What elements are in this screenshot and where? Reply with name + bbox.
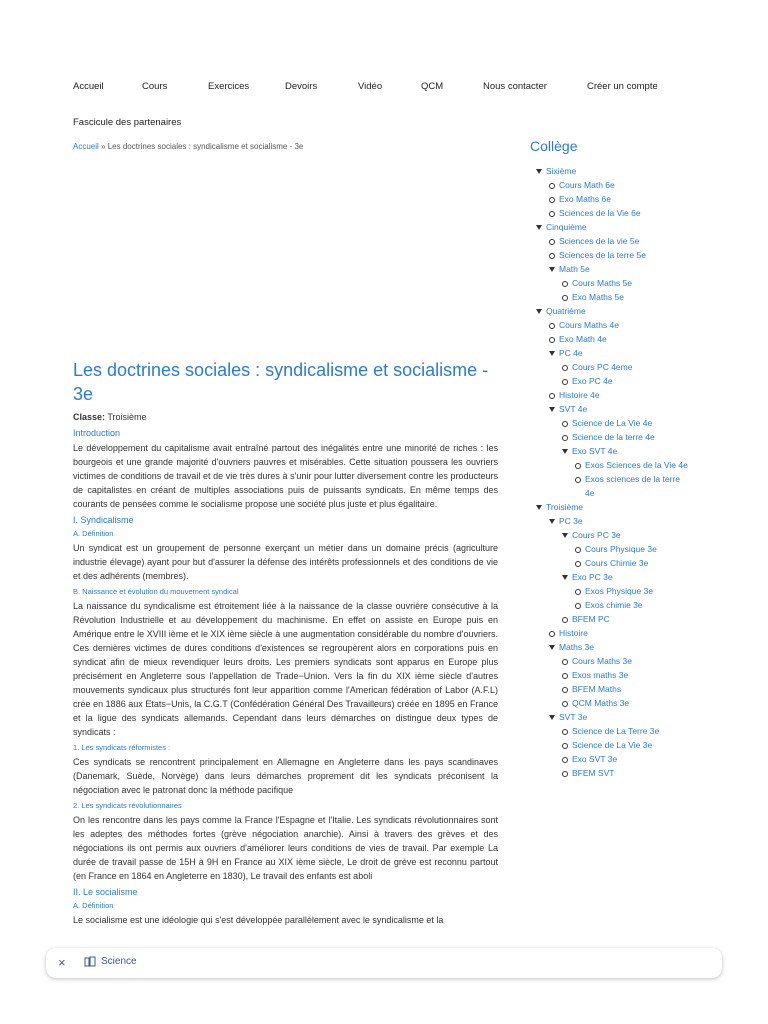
sidebar-item[interactable]	[530, 528, 730, 542]
sidebar-item-label[interactable]: Exo Maths 6e	[559, 194, 611, 204]
caret-down-icon[interactable]	[549, 267, 555, 272]
sidebar-item-label[interactable]: Cours Maths 3e	[572, 656, 632, 666]
sidebar-item[interactable]	[530, 696, 730, 710]
sidebar-item-label[interactable]: Exos Sciences de la Vie 4e	[585, 460, 688, 470]
sidebar-item-label[interactable]: Cours Chimie 3e	[585, 558, 649, 568]
sidebar-item-label[interactable]: Cinquième	[546, 222, 587, 232]
section-socialisme-heading: II. Le socialisme	[73, 887, 138, 897]
circle-bullet-icon	[575, 603, 581, 609]
circle-bullet-icon	[549, 323, 555, 329]
sidebar-item-label[interactable]: Sciences de la Vie 6e	[559, 208, 641, 218]
sidebar-item-label[interactable]: Histoire 4e	[559, 390, 600, 400]
sidebar-item-label[interactable]: PC 3e	[559, 516, 583, 526]
sidebar-item[interactable]	[530, 430, 730, 444]
section-socialisme-definition-heading: A. Définition	[73, 901, 114, 910]
circle-bullet-icon	[562, 701, 568, 707]
sidebar-item[interactable]	[530, 766, 730, 780]
caret-down-icon[interactable]	[549, 715, 555, 720]
sidebar-item-label[interactable]: SVT 3e	[559, 712, 588, 722]
sidebar-item[interactable]	[530, 668, 730, 682]
nav-create-account[interactable]: Créer un compte	[587, 81, 658, 92]
sidebar-item[interactable]	[530, 626, 730, 640]
sidebar-item[interactable]	[530, 640, 730, 654]
circle-bullet-icon	[562, 743, 568, 749]
sidebar	[530, 138, 730, 780]
caret-down-icon[interactable]	[536, 169, 542, 174]
sidebar-item[interactable]	[530, 346, 730, 360]
sidebar-item[interactable]	[530, 276, 730, 290]
sidebar-item-label[interactable]: Exos Physique 3e	[585, 586, 654, 596]
sidebar-item[interactable]	[530, 752, 730, 766]
caret-down-icon[interactable]	[549, 351, 555, 356]
classe-value: Troisième	[107, 412, 147, 422]
caret-down-icon[interactable]	[549, 407, 555, 412]
sidebar-item[interactable]	[530, 178, 730, 192]
section-definition-heading: A. Définition	[73, 529, 114, 538]
caret-down-icon[interactable]	[562, 533, 568, 538]
circle-bullet-icon	[549, 631, 555, 637]
circle-bullet-icon	[562, 771, 568, 777]
sidebar-item[interactable]	[530, 486, 730, 500]
caret-down-icon[interactable]	[536, 225, 542, 230]
section-revolutionnaires-heading: 2. Les syndicats révolutionnaires	[73, 801, 182, 810]
sidebar-item-label[interactable]: Exo Maths 5e	[572, 292, 624, 302]
circle-bullet-icon	[575, 589, 581, 595]
circle-bullet-icon	[549, 239, 555, 245]
circle-bullet-icon	[549, 393, 555, 399]
sidebar-item[interactable]	[530, 220, 730, 234]
sidebar-item[interactable]	[530, 444, 730, 458]
top-nav	[73, 81, 673, 95]
sidebar-item[interactable]	[530, 374, 730, 388]
sidebar-item-label[interactable]: BFEM SVT	[572, 768, 615, 778]
intro-text: Le développement du capitalisme avait entraîné partout des inégalités entre une minorité de riches : les bourgeois et une grande majorité d'ouvriers pauvres et misérables. Cette situation poussera les ouvriers victimes de conditions de travail et de vie très dures à s'unir pour lutter diversement contre les producteurs de capitalistes en créant de multiples associations puis de puissants syndicats. En même temps des courants de pensées comme le socialisme propose une société plus juste et plus égalitaire.	[73, 443, 498, 509]
circle-bullet-icon	[562, 295, 568, 301]
sidebar-item-label[interactable]: Cours PC 4eme	[572, 362, 633, 372]
nav-cours[interactable]: Cours	[142, 81, 168, 92]
breadcrumb	[73, 142, 303, 151]
sidebar-item[interactable]	[530, 416, 730, 430]
sidebar-item[interactable]	[530, 360, 730, 374]
sidebar-item-label[interactable]: Science de La Vie 3e	[572, 740, 653, 750]
sidebar-item[interactable]	[530, 262, 730, 276]
circle-bullet-icon	[562, 673, 568, 679]
sidebar-item[interactable]	[530, 332, 730, 346]
nav-qcm[interactable]: QCM	[421, 81, 444, 92]
sidebar-item-label[interactable]: PC 4e	[559, 348, 583, 358]
nav-accueil[interactable]: Accueil	[73, 81, 104, 92]
caret-down-icon[interactable]	[549, 645, 555, 650]
sidebar-item-label[interactable]: Exos maths 3e	[572, 670, 629, 680]
sidebar-item-label[interactable]: Exo SVT 3e	[572, 754, 618, 764]
section-naissance-heading: B. Naissance et évolution du mouvement syndical	[73, 587, 239, 596]
sidebar-item[interactable]	[530, 472, 730, 486]
sidebar-item-label[interactable]: Cours Maths 5e	[572, 278, 632, 288]
circle-bullet-icon	[549, 211, 555, 217]
nav-contact[interactable]: Nous contacter	[483, 81, 547, 92]
sidebar-item-label[interactable]: Sciences de la terre 5e	[559, 250, 646, 260]
circle-bullet-icon	[562, 435, 568, 441]
sidebar-item-label[interactable]: Science de la terre 4e	[572, 432, 655, 442]
circle-bullet-icon	[575, 561, 581, 567]
caret-down-icon[interactable]	[562, 575, 568, 580]
sidebar-item[interactable]	[530, 514, 730, 528]
sidebar-item-label[interactable]: Exos chimie 3e	[585, 600, 643, 610]
socialisme-definition-text: Le socialisme est une idéologie qui s'est développée parallèlement avec le syndicalisme et la	[73, 915, 444, 925]
sidebar-item[interactable]	[530, 458, 730, 472]
sidebar-item-label[interactable]: Maths 3e	[559, 642, 594, 652]
sidebar-item[interactable]	[530, 234, 730, 248]
sidebar-item-label[interactable]: Cours Physique 3e	[585, 544, 657, 554]
sidebar-item-label[interactable]: Exo PC 4e	[572, 376, 613, 386]
sidebar-item-label[interactable]: Science de La Terre 3e	[572, 726, 660, 736]
sidebar-item-label[interactable]: QCM Maths 3e	[572, 698, 630, 708]
sidebar-item-label[interactable]: Exo Math 4e	[559, 334, 607, 344]
sidebar-item[interactable]	[530, 738, 730, 752]
sidebar-item-label[interactable]: Cours Maths 4e	[559, 320, 619, 330]
circle-bullet-icon	[549, 337, 555, 343]
sidebar-item[interactable]	[530, 248, 730, 262]
sidebar-item[interactable]	[530, 584, 730, 598]
sidebar-item-label[interactable]: SVT 4e	[559, 404, 588, 414]
article	[73, 358, 498, 930]
nav-video[interactable]: Vidéo	[358, 81, 383, 92]
classe-label: Classe:	[73, 412, 106, 422]
sidebar-item[interactable]	[530, 654, 730, 668]
sidebar-item[interactable]	[530, 500, 730, 514]
breadcrumb-home[interactable]: Accueil	[73, 142, 99, 151]
circle-bullet-icon	[562, 379, 568, 385]
circle-bullet-icon	[562, 617, 568, 623]
sidebar-item[interactable]	[530, 164, 730, 178]
sidebar-item[interactable]	[530, 318, 730, 332]
caret-down-icon[interactable]	[536, 309, 542, 314]
sidebar-item-label[interactable]: Exo PC 3e	[572, 572, 613, 582]
sidebar-item[interactable]	[530, 724, 730, 738]
circle-bullet-icon	[549, 253, 555, 259]
classe-line	[73, 412, 498, 422]
sidebar-item-label[interactable]: Cours Math 6e	[559, 180, 615, 190]
sidebar-title: Collège	[530, 138, 578, 154]
sidebar-item-label[interactable]: 4e	[585, 488, 595, 498]
section-reformistes-heading: 1. Les syndicats réformistes :	[73, 743, 171, 752]
reformistes-text: Ces syndicats se rencontrent principalement en Allemagne en Angleterre dans les pays scandinaves (Danemark, Suède, Norvège) dans leurs démarches proprement dit les syndicats préconisent la négociation avec le patronat donc la méthode pacifique	[73, 757, 498, 795]
sidebar-item-label[interactable]: Troisième	[546, 502, 583, 512]
caret-down-icon[interactable]	[562, 449, 568, 454]
section-syndicalisme-heading: I. Syndicalisme	[73, 515, 134, 525]
sidebar-item[interactable]	[530, 556, 730, 570]
sidebar-tree	[530, 164, 730, 780]
nav-exercices[interactable]: Exercices	[208, 81, 250, 92]
circle-bullet-icon	[562, 687, 568, 693]
sidebar-item[interactable]	[530, 542, 730, 556]
circle-bullet-icon	[575, 547, 581, 553]
sidebar-item-label[interactable]: Sixième	[546, 166, 577, 176]
circle-bullet-icon	[562, 421, 568, 427]
sidebar-item[interactable]	[530, 612, 730, 626]
definition-text: Un syndicat est un groupement de personne exerçant un métier dans un domaine précis (agriculture industrie élevage) ayant pour but d'assurer la défense des intérêts professionnels et des conditions de vie et des adhérents (membres).	[73, 543, 498, 581]
circle-bullet-icon	[549, 183, 555, 189]
sidebar-item[interactable]	[530, 710, 730, 724]
sidebar-item[interactable]	[530, 388, 730, 402]
circle-bullet-icon	[575, 463, 581, 469]
sidebar-item-label[interactable]: Math 5e	[559, 264, 590, 274]
sidebar-item[interactable]	[530, 304, 730, 318]
bottom-bar	[46, 948, 722, 978]
nav-devoirs[interactable]: Devoirs	[285, 81, 318, 92]
caret-down-icon[interactable]	[536, 505, 542, 510]
nav-fascicule[interactable]: Fascicule des partenaires	[73, 117, 182, 128]
close-icon[interactable]: ×	[58, 955, 66, 970]
sidebar-item[interactable]	[530, 598, 730, 612]
circle-bullet-icon	[549, 197, 555, 203]
circle-bullet-icon	[562, 281, 568, 287]
naissance-text: La naissance du syndicalisme est étroitement liée à la naissance de la classe ouvrière consécutive à la Révolution Industrielle et au développement du machinisme. En effet on assiste en Europe puis en Amérique entre le XVIII ième et le XIX ième siècle à une augmentation considérable du nombre d'ouvriers. Ces dernières victimes de dures conditions d'existences se regroupèrent alors en corporations puis en syndicat afin de mieux revendiquer leurs droits. Les premiers syndicats sont apparus en Europe plus précisément en Angleterre sous l'appellation de Trade−Union. Vers la fin du XIX ième siècle d'autres mouvements syndicaux plus structurés font leur apparition comme l'American fédération of Labor (A.F.L) crée en 1886 aux Etats−Unis, la C.G.T (Confédération Général Des Travailleurs) créée en 1895 en France et la ligue des syndicats allemands. Cependant dans leurs démarches on distingue deux types de syndicats :	[73, 601, 498, 737]
sidebar-item-label[interactable]: BFEM PC	[572, 614, 610, 624]
circle-bullet-icon	[562, 729, 568, 735]
sidebar-item[interactable]	[530, 192, 730, 206]
sidebar-item-label[interactable]: Science de La Vie 4e	[572, 418, 653, 428]
sidebar-item-label[interactable]: Sciences de la vie 5e	[559, 236, 640, 246]
page-title: Les doctrines sociales : syndicalisme et socialisme - 3e	[73, 360, 489, 404]
sidebar-item[interactable]	[530, 570, 730, 584]
sidebar-item[interactable]	[530, 402, 730, 416]
intro-heading: Introduction	[73, 428, 121, 438]
breadcrumb-separator: »	[101, 142, 106, 151]
revolutionnaires-text: On les rencontre dans les pays comme la France l'Espagne et l'Italie. Les syndicats révolutionnaires sont les adeptes des méthodes fortes (grève négociation anarchie). Ainsi à travers des grèves et des négociations ils ont permis aux ouvriers d'améliorer leurs conditions de vies de travail. Par exemple La durée de travail passe de 15H à 9H en France au XIX ième siècle, Le droit de grève est reconnu partout (en France en 1864 en Angleterre en 1830), Le travail des enfants est aboli	[73, 815, 498, 881]
sidebar-item[interactable]	[530, 206, 730, 220]
sidebar-item-label[interactable]: BFEM Maths	[572, 684, 622, 694]
breadcrumb-current: Les doctrines sociales : syndicalisme et socialisme - 3e	[107, 142, 304, 151]
sidebar-item-label[interactable]: Cours PC 3e	[572, 530, 621, 540]
circle-bullet-icon	[562, 757, 568, 763]
sidebar-item-label[interactable]: Exo SVT 4e	[572, 446, 618, 456]
sidebar-item[interactable]	[530, 290, 730, 304]
circle-bullet-icon	[575, 477, 581, 483]
science-label[interactable]: Science	[101, 956, 137, 967]
sidebar-item-label[interactable]: Histoire	[559, 628, 588, 638]
circle-bullet-icon	[562, 659, 568, 665]
sidebar-item[interactable]	[530, 682, 730, 696]
sidebar-item-label[interactable]: Exos sciences de la terre	[585, 474, 680, 484]
caret-down-icon[interactable]	[549, 519, 555, 524]
book-icon	[84, 956, 96, 968]
circle-bullet-icon	[562, 365, 568, 371]
sidebar-item-label[interactable]: Quatrième	[546, 306, 586, 316]
